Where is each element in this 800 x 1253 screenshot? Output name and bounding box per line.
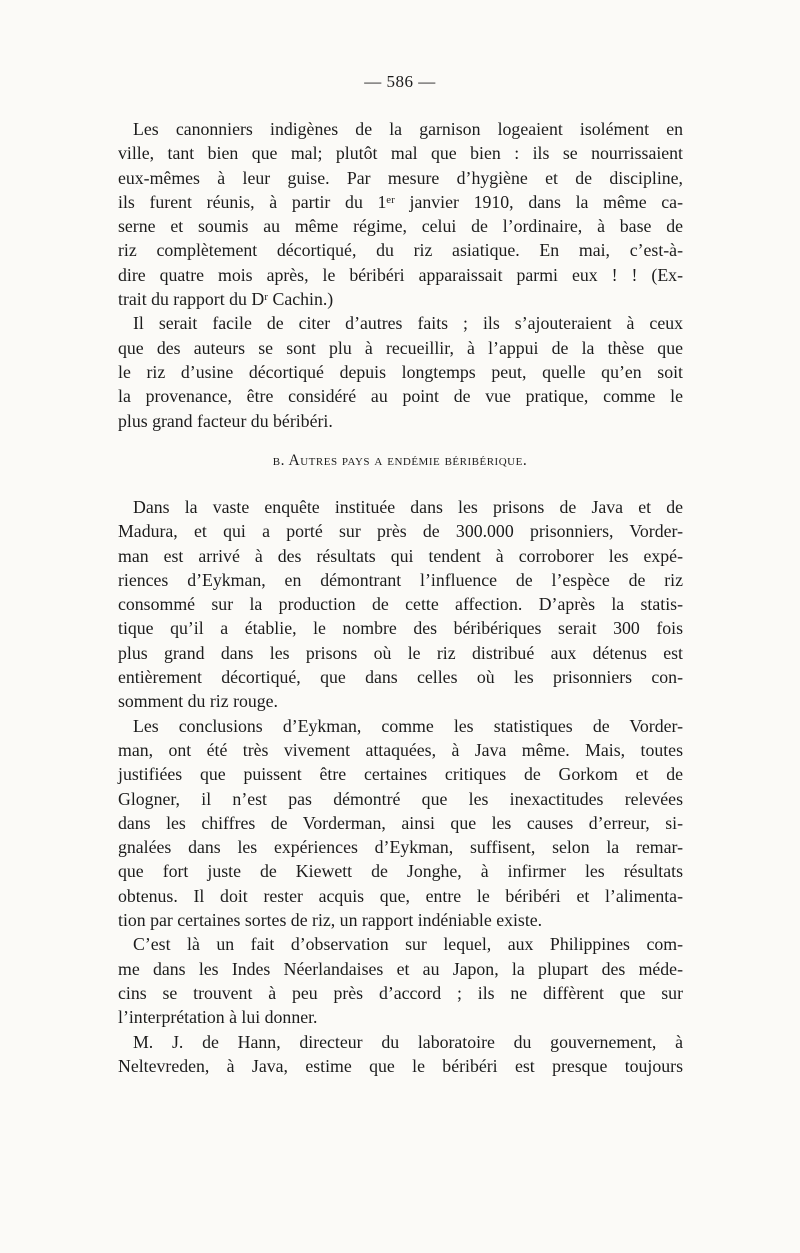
text-line: Neltevreden, à Java, estime que le béribéri est presque toujours bbox=[118, 1055, 683, 1076]
text-line: que des auteurs se sont plu à recueillir, à l’appui de la thèse que bbox=[118, 337, 683, 358]
text-line: C’est là un fait d’observation sur lequel, aux Philippines com- bbox=[133, 934, 683, 955]
text-line: Les conclusions d’Eykman, comme les statistiques de Vorder- bbox=[133, 715, 683, 736]
text-line: serne et soumis au même régime, celui de l’ordinaire, à base de bbox=[118, 216, 683, 237]
text-line: man est arrivé à des résultats qui tendent à corroborer les expé- bbox=[118, 545, 683, 566]
text-line: Madura, et qui a porté sur près de 300.000 prisonniers, Vorder- bbox=[118, 521, 683, 542]
text-line: l’interprétation à lui donner. bbox=[118, 1007, 318, 1028]
text-line: obtenus. Il doit rester acquis que, entre le béribéri et l’alimenta- bbox=[118, 885, 683, 906]
text-line: dire quatre mois après, le béribéri apparaissait parmi eux ! ! (Ex- bbox=[118, 264, 683, 285]
text-line: riences d’Eykman, en démontrant l’influence de l’espèce de riz bbox=[118, 569, 683, 590]
paragraph-2 bbox=[118, 311, 683, 432]
text-line: justifiées que puissent être certaines critiques de Gorkom et de bbox=[118, 764, 683, 785]
text-line: trait du rapport du Dʳ Cachin.) bbox=[118, 289, 334, 310]
text-line: me dans les Indes Néerlandaises et au Japon, la plupart des méde- bbox=[118, 958, 683, 979]
text-line: le riz d’usine décortiqué depuis longtemps peut, quelle qu’en soit bbox=[118, 361, 683, 382]
text-line: ils furent réunis, à partir du 1ᵉʳ janvier 1910, dans la même ca- bbox=[118, 191, 683, 212]
text-line: dans les chiffres de Vorderman, ainsi que les causes d’erreur, si- bbox=[118, 812, 683, 833]
text-line: Il serait facile de citer d’autres faits ; ils s’ajouteraient à ceux bbox=[133, 313, 683, 334]
text-line: eux-mêmes à leur guise. Par mesure d’hygiène et de discipline, bbox=[118, 167, 683, 188]
text-line: Dans la vaste enquête instituée dans les prisons de Java et de bbox=[133, 497, 683, 517]
text-line: ville, tant bien que mal; plutôt mal que bien : ils se nourrissaient bbox=[118, 143, 683, 164]
paragraph-4 bbox=[118, 714, 683, 933]
text-line: Glogner, il n’est pas démontré que les inexactitudes relevées bbox=[118, 788, 683, 809]
text-line: man, ont été très vivement attaquées, à Java même. Mais, toutes bbox=[118, 739, 683, 760]
text-line: gnalées dans les expériences d’Eykman, suffisent, selon la remar- bbox=[118, 837, 683, 858]
text-line: entièrement décortiqué, que dans celles où les prisonniers con- bbox=[118, 667, 683, 688]
text-line: plus grand dans les prisons où le riz distribué aux détenus est bbox=[118, 642, 683, 663]
paragraph-3 bbox=[118, 495, 683, 714]
paragraph-6 bbox=[118, 1030, 683, 1079]
text-line: tion par certaines sortes de riz, un rapport indéniable existe. bbox=[118, 910, 543, 931]
text-line: M. J. de Hann, directeur du laboratoire du gouvernement, à bbox=[133, 1031, 683, 1052]
text-line: consommé sur la production de cette affection. D’après la statis- bbox=[118, 594, 683, 615]
text-line: la provenance, être considéré au point de vue pratique, comme le bbox=[118, 386, 683, 407]
text-line: riz complètement décortiqué, du riz asiatique. En mai, c’est-à- bbox=[118, 240, 683, 261]
paragraph-1 bbox=[118, 117, 683, 311]
page-number: — 586 — bbox=[364, 72, 436, 91]
text-block-upper bbox=[118, 117, 683, 433]
section-heading: b. Autres pays a endémie béribérique. bbox=[272, 452, 528, 469]
text-line: plus grand facteur du béribéri. bbox=[118, 410, 333, 431]
paragraph-5 bbox=[118, 932, 683, 1029]
text-line: cins se trouvent à peu près d’accord ; ils ne diffèrent que sur bbox=[118, 982, 683, 1003]
text-line: que fort juste de Kiewett de Jonghe, à infirmer les résultats bbox=[118, 861, 683, 882]
text-block-lower bbox=[118, 495, 683, 1078]
text-line: Les canonniers indigènes de la garnison logeaient isolément en bbox=[133, 119, 683, 139]
text-line: tique qu’il a établie, le nombre des béribériques serait 300 fois bbox=[118, 618, 683, 639]
text-line: somment du riz rouge. bbox=[118, 691, 278, 712]
